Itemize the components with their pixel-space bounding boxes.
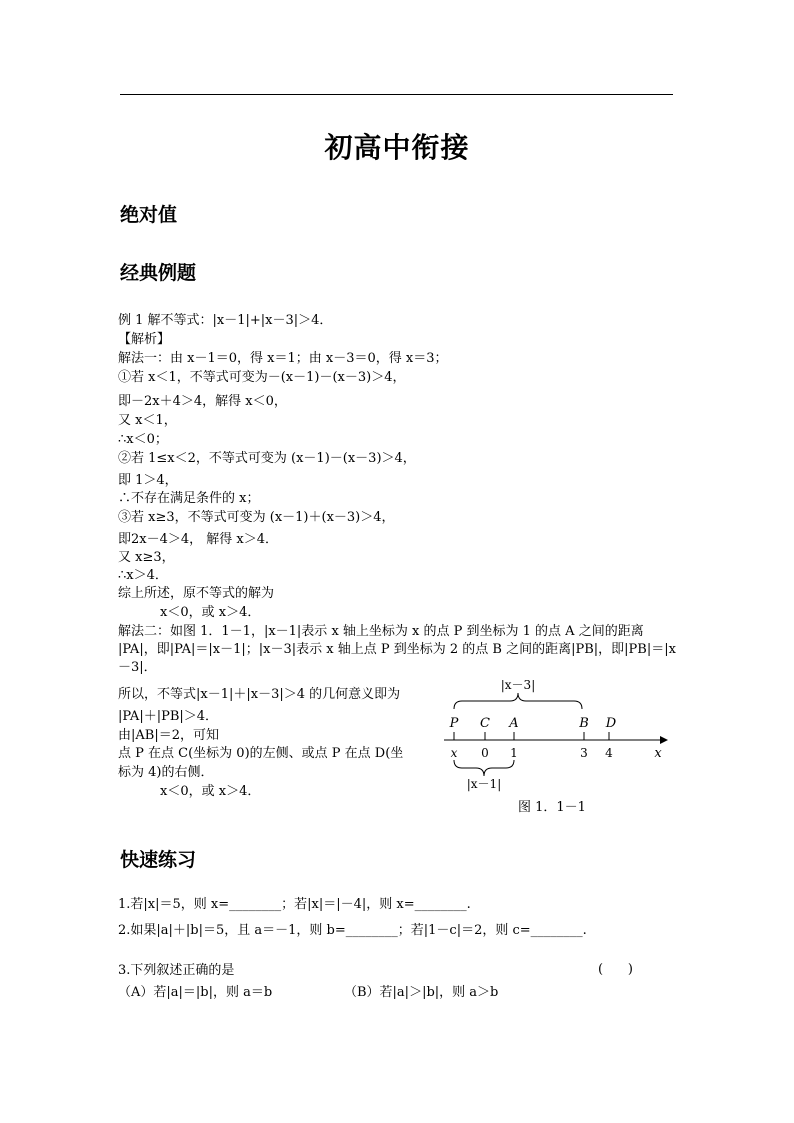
axis-arrow-icon	[660, 736, 668, 744]
practice-q3-option-a: （A）若|a|＝|b|，则 a＝b	[118, 985, 273, 1000]
point-label-a: A	[509, 716, 519, 731]
method2-line: |PA|＋|PB|＞4．	[118, 709, 219, 724]
method2-line: 点 P 在点 C(坐标为 0)的左侧、或点 P 在点 D(坐	[118, 746, 404, 761]
axis-label: x	[654, 746, 662, 761]
tick-label: 3	[580, 746, 588, 760]
point-label-p: P	[449, 716, 459, 731]
tick-label: 1	[510, 746, 518, 760]
example-line: 即 1＞4，	[118, 473, 178, 488]
example-line: 综上所述，原不等式的解为	[118, 586, 275, 601]
example-line: 又 x≥3，	[118, 550, 175, 565]
example-line: 又 x＜1，	[118, 413, 177, 428]
point-label-b: B	[579, 716, 589, 731]
example-line: ∴不存在满足条件的 x；	[118, 491, 260, 506]
point-label-c: C	[480, 716, 490, 731]
example-line: 即2x－4＞4， 解得 x＞4．	[118, 532, 279, 547]
example-line: 解法一：由 x－1＝0，得 x＝1；由 x－3＝0，得 x＝3；	[118, 351, 448, 366]
example-line: ②若 1≤x＜2，不等式可变为 (x－1)－(x－3)＞4，	[118, 451, 416, 466]
example-line: ∴x＜0；	[118, 432, 168, 447]
section-heading-practice: 快速练习	[120, 849, 197, 871]
practice-q3: 3.下列叙述正确的是	[118, 963, 235, 978]
brace-bottom-label: |x－1|	[466, 777, 502, 791]
figure-caption: 图 1．1－1	[518, 800, 586, 815]
method2-paragraph: 解法二：如图 1．1－1，|x－1|表示 x 轴上坐标为 x 的点 P 到坐标为 1 的点 A 之间的距离 |PA|，即|PA|＝|x－1|；|x－3|表示 x 轴上点 P 到坐标为 2 的点 B 之间的距离|PB|，即|PB|＝|x－3|．	[118, 624, 676, 675]
example-line: ③若 x≥3，不等式可变为 (x－1)＋(x－3)＞4，	[118, 510, 395, 525]
tick-label: x	[450, 746, 458, 760]
brace-top-label: |x－3|	[500, 678, 536, 692]
answer-paren: ( )	[598, 962, 633, 977]
section-heading-examples: 经典例题	[120, 262, 197, 284]
brace-top	[454, 693, 582, 709]
header-rule	[120, 94, 673, 95]
practice-q1: 1.若|x|＝5，则 x=________；若|x|＝|－4|，则 x=________.	[118, 897, 471, 912]
example-line: ①若 x＜1，不等式可变为－(x－1)－(x－3)＞4，	[118, 370, 406, 385]
method2-line: 所以，不等式|x－1|＋|x－3|＞4 的几何意义即为	[118, 687, 401, 702]
practice-q3-option-b: （B）若|a|＞|b|，则 a＞b	[344, 985, 499, 1000]
method2-line: x＜0，或 x＞4．	[160, 784, 261, 799]
example-line: x＜0，或 x＞4．	[160, 605, 261, 620]
page-title: 初高中衔接	[324, 131, 470, 164]
example-line: 即－2x＋4＞4，解得 x＜0，	[118, 394, 287, 409]
example-line: 例 1 解不等式：|x－1|+|x－3|＞4．	[118, 313, 333, 328]
point-label-d: D	[605, 716, 617, 731]
example-line: ∴x＞4．	[118, 568, 168, 583]
example-line: 【解析】	[118, 332, 171, 347]
tick-label: 4	[605, 746, 613, 760]
method2-line: 标为 4)的右侧．	[118, 765, 214, 780]
tick-label: 0	[481, 746, 489, 760]
practice-q2: 2.如果|a|＋|b|＝5，且 a＝－1，则 b=________；若|1－c|＝2，则 c=________.	[118, 923, 587, 938]
brace-bottom	[454, 760, 514, 776]
section-heading-abs: 绝对值	[120, 204, 178, 226]
method2-line: 由|AB|＝2，可知	[118, 728, 219, 743]
